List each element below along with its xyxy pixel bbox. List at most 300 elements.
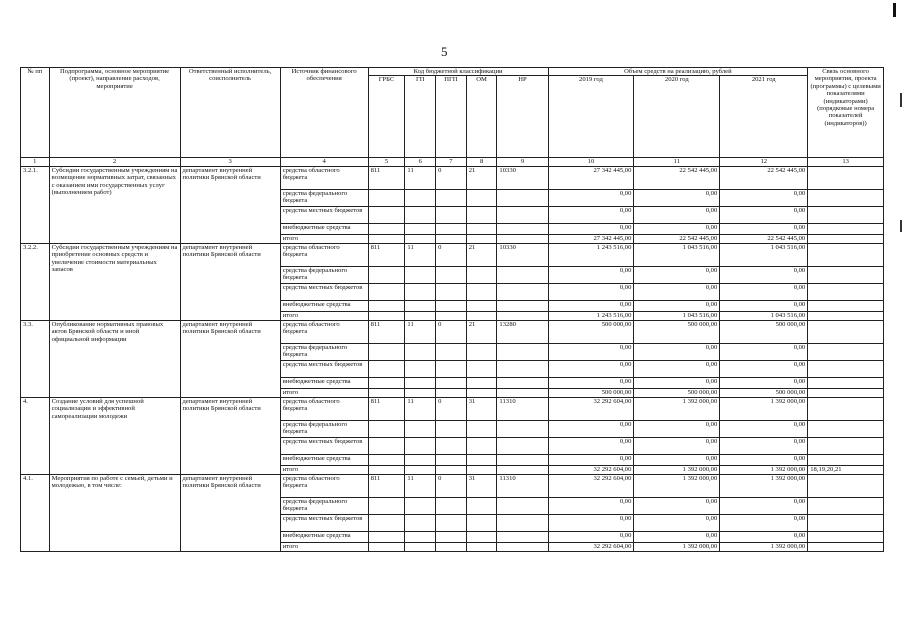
code-empty bbox=[405, 343, 436, 360]
code-empty bbox=[405, 266, 436, 283]
code-empty bbox=[368, 514, 405, 531]
code-empty bbox=[368, 223, 405, 234]
funding-source: средства областного бюджета bbox=[280, 320, 368, 343]
amount-2021: 0,00 bbox=[720, 437, 808, 454]
column-number: 1 bbox=[21, 158, 50, 166]
code-empty bbox=[368, 420, 405, 437]
item-name: Создание условий для успешной социализации и эффективной самореализации молодежи bbox=[49, 397, 180, 474]
indicator-link-empty bbox=[808, 266, 884, 283]
code-empty bbox=[466, 223, 497, 234]
amount-2019: 27 342 445,00 bbox=[548, 234, 634, 243]
code-empty bbox=[405, 420, 436, 437]
funding-source: итого bbox=[280, 311, 368, 320]
code-empty bbox=[436, 454, 467, 465]
indicator-link-empty bbox=[808, 531, 884, 542]
code-empty bbox=[405, 360, 436, 377]
code-gp: 11 bbox=[405, 320, 436, 343]
column-number: 5 bbox=[368, 158, 405, 166]
code-empty bbox=[405, 234, 436, 243]
code-empty bbox=[368, 388, 405, 397]
code-empty bbox=[466, 531, 497, 542]
funding-source: итого bbox=[280, 388, 368, 397]
code-empty bbox=[436, 189, 467, 206]
code-om: 31 bbox=[466, 474, 497, 497]
code-empty bbox=[466, 465, 497, 474]
header-np: НР bbox=[497, 76, 548, 158]
indicator-link-empty bbox=[808, 360, 884, 377]
indicator-link bbox=[808, 311, 884, 320]
item-number: 3.2.2. bbox=[21, 243, 50, 320]
code-empty bbox=[466, 360, 497, 377]
code-empty bbox=[497, 420, 548, 437]
code-empty bbox=[497, 360, 548, 377]
funding-source: внебюджетные средства bbox=[280, 300, 368, 311]
header-executor: Ответственный исполнитель, соисполнитель bbox=[180, 68, 280, 158]
amount-2020: 0,00 bbox=[634, 437, 720, 454]
indicator-link bbox=[808, 388, 884, 397]
amount-2021: 0,00 bbox=[720, 531, 808, 542]
code-empty bbox=[497, 514, 548, 531]
header-gp: ГП bbox=[405, 76, 436, 158]
amount-2021: 0,00 bbox=[720, 497, 808, 514]
amount-2020: 0,00 bbox=[634, 223, 720, 234]
code-pgp: 0 bbox=[436, 166, 467, 189]
funding-source: средства местных бюджетов bbox=[280, 437, 368, 454]
table-row bbox=[21, 474, 884, 497]
funding-source: средства областного бюджета bbox=[280, 474, 368, 497]
amount-2020: 0,00 bbox=[634, 300, 720, 311]
code-om: 21 bbox=[466, 243, 497, 266]
indicator-link-empty bbox=[808, 514, 884, 531]
code-empty bbox=[405, 377, 436, 388]
amount-2021: 1 392 000,00 bbox=[720, 465, 808, 474]
funding-source: средства федерального бюджета bbox=[280, 497, 368, 514]
amount-2019: 0,00 bbox=[548, 514, 634, 531]
amount-2019: 0,00 bbox=[548, 343, 634, 360]
amount-2020: 1 392 000,00 bbox=[634, 542, 720, 551]
code-grbs: 811 bbox=[368, 320, 405, 343]
amount-2019: 0,00 bbox=[548, 437, 634, 454]
header-budget-code: Код бюджетной классификации bbox=[368, 68, 548, 76]
indicator-link-empty bbox=[808, 283, 884, 300]
funding-source: средства федерального бюджета bbox=[280, 420, 368, 437]
code-empty bbox=[436, 420, 467, 437]
funding-source: средства федерального бюджета bbox=[280, 343, 368, 360]
amount-2021: 500 000,00 bbox=[720, 388, 808, 397]
code-np: 10330 bbox=[497, 243, 548, 266]
amount-2021: 0,00 bbox=[720, 514, 808, 531]
amount-2019: 0,00 bbox=[548, 360, 634, 377]
amount-2021: 500 000,00 bbox=[720, 320, 808, 343]
amount-2020: 1 392 000,00 bbox=[634, 474, 720, 497]
code-gp: 11 bbox=[405, 243, 436, 266]
code-empty bbox=[466, 454, 497, 465]
code-empty bbox=[466, 283, 497, 300]
code-empty bbox=[405, 223, 436, 234]
code-grbs: 811 bbox=[368, 474, 405, 497]
amount-2019: 0,00 bbox=[548, 266, 634, 283]
amount-2021: 0,00 bbox=[720, 420, 808, 437]
funding-source: внебюджетные средства bbox=[280, 223, 368, 234]
code-empty bbox=[405, 311, 436, 320]
amount-2021: 0,00 bbox=[720, 266, 808, 283]
code-empty bbox=[436, 234, 467, 243]
amount-2020: 0,00 bbox=[634, 206, 720, 223]
item-number: 4.1. bbox=[21, 474, 50, 551]
column-number: 10 bbox=[548, 158, 634, 166]
code-empty bbox=[368, 531, 405, 542]
code-om: 21 bbox=[466, 320, 497, 343]
code-empty bbox=[405, 542, 436, 551]
code-empty bbox=[436, 300, 467, 311]
code-empty bbox=[405, 465, 436, 474]
code-empty bbox=[497, 234, 548, 243]
code-empty bbox=[368, 360, 405, 377]
amount-2021: 0,00 bbox=[720, 189, 808, 206]
scan-edge-mark bbox=[900, 220, 902, 232]
column-number: 11 bbox=[634, 158, 720, 166]
code-empty bbox=[466, 343, 497, 360]
item-number: 3.3. bbox=[21, 320, 50, 397]
code-empty bbox=[436, 531, 467, 542]
code-empty bbox=[405, 514, 436, 531]
code-empty bbox=[466, 206, 497, 223]
funding-source: итого bbox=[280, 234, 368, 243]
code-empty bbox=[497, 283, 548, 300]
code-empty bbox=[368, 377, 405, 388]
header-no: № пп bbox=[21, 68, 50, 158]
funding-source: средства местных бюджетов bbox=[280, 206, 368, 223]
code-gp: 11 bbox=[405, 474, 436, 497]
amount-2019: 1 243 516,00 bbox=[548, 311, 634, 320]
funding-source: итого bbox=[280, 542, 368, 551]
code-pgp: 0 bbox=[436, 474, 467, 497]
amount-2020: 0,00 bbox=[634, 266, 720, 283]
amount-2020: 1 043 516,00 bbox=[634, 311, 720, 320]
table-row bbox=[21, 397, 884, 420]
column-number: 13 bbox=[808, 158, 884, 166]
code-gp: 11 bbox=[405, 166, 436, 189]
amount-2020: 0,00 bbox=[634, 454, 720, 465]
code-empty bbox=[436, 542, 467, 551]
code-empty bbox=[368, 266, 405, 283]
code-empty bbox=[436, 223, 467, 234]
item-number: 3.2.1. bbox=[21, 166, 50, 243]
scan-corner-mark bbox=[893, 3, 896, 17]
code-empty bbox=[466, 514, 497, 531]
amount-2019: 0,00 bbox=[548, 300, 634, 311]
item-name: Субсидии государственным учреждениям на приобретение основных средств и увеличение стоимости материальных запасов bbox=[49, 243, 180, 320]
code-empty bbox=[368, 465, 405, 474]
code-np: 13280 bbox=[497, 320, 548, 343]
code-empty bbox=[497, 437, 548, 454]
column-number-row bbox=[21, 158, 884, 166]
code-empty bbox=[436, 377, 467, 388]
column-number: 12 bbox=[720, 158, 808, 166]
code-empty bbox=[466, 388, 497, 397]
column-number: 2 bbox=[49, 158, 180, 166]
code-empty bbox=[497, 465, 548, 474]
amount-2021: 0,00 bbox=[720, 300, 808, 311]
indicator-link-empty bbox=[808, 300, 884, 311]
code-empty bbox=[368, 189, 405, 206]
header-2021: 2021 год bbox=[720, 76, 808, 158]
header-2020: 2020 год bbox=[634, 76, 720, 158]
code-empty bbox=[405, 283, 436, 300]
item-executor: департамент внутренней политики Брянской области bbox=[180, 166, 280, 243]
amount-2021: 0,00 bbox=[720, 223, 808, 234]
indicator-link-empty bbox=[808, 397, 884, 420]
code-empty bbox=[436, 311, 467, 320]
code-empty bbox=[497, 454, 548, 465]
code-empty bbox=[497, 189, 548, 206]
amount-2019: 0,00 bbox=[548, 497, 634, 514]
item-name: Опубликование нормативных правовых актов Брянской области и иной официальной информации bbox=[49, 320, 180, 397]
item-executor: департамент внутренней политики Брянской области bbox=[180, 397, 280, 474]
indicator-link-empty bbox=[808, 189, 884, 206]
code-empty bbox=[497, 311, 548, 320]
code-pgp: 0 bbox=[436, 320, 467, 343]
header-pgp: ПГП bbox=[436, 76, 467, 158]
code-empty bbox=[436, 514, 467, 531]
funding-source: внебюджетные средства bbox=[280, 454, 368, 465]
funding-source: средства местных бюджетов bbox=[280, 283, 368, 300]
amount-2020: 0,00 bbox=[634, 189, 720, 206]
table-row bbox=[21, 243, 884, 266]
column-number: 9 bbox=[497, 158, 548, 166]
indicator-link-empty bbox=[808, 437, 884, 454]
amount-2019: 500 000,00 bbox=[548, 320, 634, 343]
indicator-link-empty bbox=[808, 223, 884, 234]
amount-2019: 0,00 bbox=[548, 377, 634, 388]
header-source: Источник финансового обеспечения bbox=[280, 68, 368, 158]
code-empty bbox=[368, 206, 405, 223]
code-empty bbox=[436, 343, 467, 360]
budget-table bbox=[20, 67, 884, 552]
amount-2019: 0,00 bbox=[548, 189, 634, 206]
amount-2020: 0,00 bbox=[634, 497, 720, 514]
item-executor: департамент внутренней политики Брянской области bbox=[180, 474, 280, 551]
amount-2019: 0,00 bbox=[548, 420, 634, 437]
code-om: 21 bbox=[466, 166, 497, 189]
header-2019: 2019 год bbox=[548, 76, 634, 158]
funding-source: средства местных бюджетов bbox=[280, 514, 368, 531]
code-empty bbox=[368, 542, 405, 551]
column-number: 3 bbox=[180, 158, 280, 166]
code-empty bbox=[405, 300, 436, 311]
amount-2020: 1 392 000,00 bbox=[634, 397, 720, 420]
code-empty bbox=[466, 266, 497, 283]
header-program: Подпрограмма, основное мероприятие (проект), направление расходов, мероприятие bbox=[49, 68, 180, 158]
amount-2021: 1 043 516,00 bbox=[720, 311, 808, 320]
code-empty bbox=[466, 420, 497, 437]
indicator-link-empty bbox=[808, 243, 884, 266]
indicator-link: 18,19,20,21 bbox=[808, 465, 884, 474]
code-empty bbox=[497, 388, 548, 397]
code-empty bbox=[368, 283, 405, 300]
code-empty bbox=[368, 300, 405, 311]
code-empty bbox=[466, 377, 497, 388]
item-name: Субсидии государственным учреждениям на возмещение нормативных затрат, связанных с оказанием ими государственных услуг (выполнением работ) bbox=[49, 166, 180, 243]
code-empty bbox=[368, 437, 405, 454]
code-grbs: 811 bbox=[368, 166, 405, 189]
code-gp: 11 bbox=[405, 397, 436, 420]
amount-2020: 22 542 445,00 bbox=[634, 234, 720, 243]
amount-2020: 0,00 bbox=[634, 531, 720, 542]
code-empty bbox=[368, 454, 405, 465]
code-empty bbox=[405, 189, 436, 206]
code-empty bbox=[466, 234, 497, 243]
amount-2020: 0,00 bbox=[634, 377, 720, 388]
amount-2020: 0,00 bbox=[634, 283, 720, 300]
code-empty bbox=[497, 531, 548, 542]
amount-2021: 0,00 bbox=[720, 206, 808, 223]
code-empty bbox=[436, 465, 467, 474]
code-empty bbox=[466, 311, 497, 320]
amount-2021: 0,00 bbox=[720, 377, 808, 388]
amount-2019: 0,00 bbox=[548, 454, 634, 465]
code-empty bbox=[497, 266, 548, 283]
item-name: Мероприятия по работе с семьей, детьми и молодежью, в том числе: bbox=[49, 474, 180, 551]
code-empty bbox=[436, 266, 467, 283]
amount-2021: 0,00 bbox=[720, 360, 808, 377]
page-number: 5 bbox=[441, 44, 448, 59]
code-empty bbox=[466, 300, 497, 311]
amount-2020: 0,00 bbox=[634, 360, 720, 377]
code-empty bbox=[405, 497, 436, 514]
code-empty bbox=[405, 388, 436, 397]
funding-source: средства областного бюджета bbox=[280, 397, 368, 420]
amount-2019: 32 292 604,00 bbox=[548, 397, 634, 420]
column-number: 8 bbox=[466, 158, 497, 166]
indicator-link-empty bbox=[808, 166, 884, 189]
code-empty bbox=[368, 497, 405, 514]
amount-2020: 1 043 516,00 bbox=[634, 243, 720, 266]
code-empty bbox=[436, 283, 467, 300]
header-om: ОМ bbox=[466, 76, 497, 158]
funding-source: средства федерального бюджета bbox=[280, 266, 368, 283]
code-empty bbox=[497, 343, 548, 360]
code-empty bbox=[405, 206, 436, 223]
code-empty bbox=[368, 343, 405, 360]
item-number: 4. bbox=[21, 397, 50, 474]
amount-2021: 1 392 000,00 bbox=[720, 474, 808, 497]
indicator-link bbox=[808, 542, 884, 551]
column-number: 7 bbox=[436, 158, 467, 166]
amount-2020: 0,00 bbox=[634, 343, 720, 360]
code-empty bbox=[466, 189, 497, 206]
amount-2020: 500 000,00 bbox=[634, 320, 720, 343]
funding-source: средства областного бюджета bbox=[280, 166, 368, 189]
amount-2019: 1 243 516,00 bbox=[548, 243, 634, 266]
code-empty bbox=[436, 497, 467, 514]
amount-2021: 1 043 516,00 bbox=[720, 243, 808, 266]
item-executor: департамент внутренней политики Брянской области bbox=[180, 320, 280, 397]
code-empty bbox=[436, 437, 467, 454]
code-empty bbox=[497, 206, 548, 223]
indicator-link-empty bbox=[808, 206, 884, 223]
amount-2021: 22 542 445,00 bbox=[720, 166, 808, 189]
amount-2019: 32 292 604,00 bbox=[548, 465, 634, 474]
code-np: 11310 bbox=[497, 397, 548, 420]
indicator-link-empty bbox=[808, 454, 884, 465]
code-np: 10330 bbox=[497, 166, 548, 189]
code-pgp: 0 bbox=[436, 243, 467, 266]
amount-2021: 1 392 000,00 bbox=[720, 397, 808, 420]
amount-2019: 0,00 bbox=[548, 206, 634, 223]
indicator-link-empty bbox=[808, 343, 884, 360]
code-empty bbox=[405, 454, 436, 465]
column-number: 6 bbox=[405, 158, 436, 166]
amount-2020: 500 000,00 bbox=[634, 388, 720, 397]
code-empty bbox=[405, 531, 436, 542]
amount-2019: 0,00 bbox=[548, 223, 634, 234]
table-row bbox=[21, 166, 884, 189]
amount-2019: 32 292 604,00 bbox=[548, 542, 634, 551]
code-grbs: 811 bbox=[368, 397, 405, 420]
scan-edge-mark bbox=[900, 93, 902, 107]
code-empty bbox=[436, 388, 467, 397]
code-empty bbox=[436, 206, 467, 223]
column-number: 4 bbox=[280, 158, 368, 166]
amount-2019: 32 292 604,00 bbox=[548, 474, 634, 497]
amount-2019: 0,00 bbox=[548, 531, 634, 542]
code-empty bbox=[368, 311, 405, 320]
code-empty bbox=[466, 542, 497, 551]
code-om: 31 bbox=[466, 397, 497, 420]
amount-2021: 1 392 000,00 bbox=[720, 542, 808, 551]
header-grbs: ГРБС bbox=[368, 76, 405, 158]
amount-2019: 0,00 bbox=[548, 283, 634, 300]
funding-source: внебюджетные средства bbox=[280, 377, 368, 388]
header-link: Связь основного мероприятия, проекта (программы) с целевыми показателями (индикаторами) (порядковые номера показателей (индикаторов)) bbox=[808, 68, 884, 158]
code-empty bbox=[497, 542, 548, 551]
amount-2021: 0,00 bbox=[720, 343, 808, 360]
indicator-link-empty bbox=[808, 497, 884, 514]
amount-2019: 27 342 445,00 bbox=[548, 166, 634, 189]
indicator-link bbox=[808, 234, 884, 243]
amount-2019: 500 000,00 bbox=[548, 388, 634, 397]
code-empty bbox=[466, 437, 497, 454]
amount-2020: 0,00 bbox=[634, 420, 720, 437]
amount-2020: 22 542 445,00 bbox=[634, 166, 720, 189]
indicator-link-empty bbox=[808, 320, 884, 343]
funding-source: средства федерального бюджета bbox=[280, 189, 368, 206]
code-empty bbox=[497, 223, 548, 234]
indicator-link-empty bbox=[808, 377, 884, 388]
code-empty bbox=[368, 234, 405, 243]
amount-2021: 22 542 445,00 bbox=[720, 234, 808, 243]
code-grbs: 811 bbox=[368, 243, 405, 266]
indicator-link-empty bbox=[808, 474, 884, 497]
amount-2020: 0,00 bbox=[634, 514, 720, 531]
amount-2021: 0,00 bbox=[720, 283, 808, 300]
code-empty bbox=[497, 497, 548, 514]
funding-source: средства местных бюджетов bbox=[280, 360, 368, 377]
code-empty bbox=[497, 377, 548, 388]
funding-source: внебюджетные средства bbox=[280, 531, 368, 542]
table-row bbox=[21, 320, 884, 343]
item-executor: департамент внутренней политики Брянской области bbox=[180, 243, 280, 320]
code-empty bbox=[497, 300, 548, 311]
code-np: 11310 bbox=[497, 474, 548, 497]
amount-2021: 0,00 bbox=[720, 454, 808, 465]
funding-source: средства областного бюджета bbox=[280, 243, 368, 266]
amount-2020: 1 392 000,00 bbox=[634, 465, 720, 474]
header-volume: Объем средств на реализацию, рублей bbox=[548, 68, 808, 76]
code-empty bbox=[466, 497, 497, 514]
funding-source: итого bbox=[280, 465, 368, 474]
